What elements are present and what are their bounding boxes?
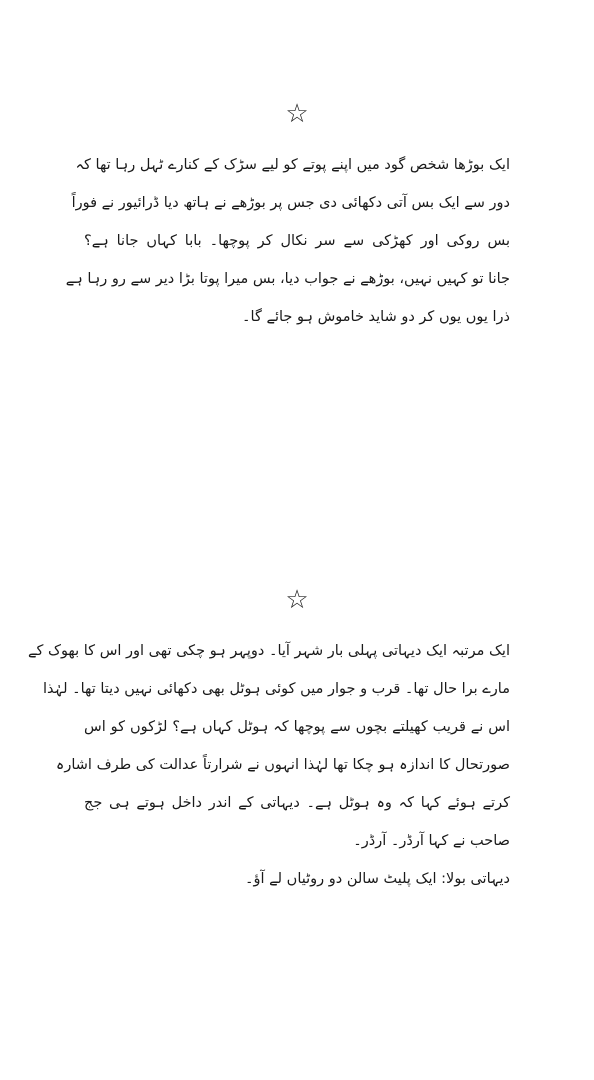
story-1-line: ذرا یوں یوں کر دو شاید خاموش ہو جائے گا۔ — [242, 309, 510, 325]
story-2-line: کرتے ہوئے کہا کہ وہ ہوٹل ہے۔ دیہاتی کے اندر داخل ہوتے ہی جج — [84, 795, 510, 811]
story-2-line: صاحب نے کہا آرڈر۔ آرڈر۔ — [353, 833, 510, 849]
star-outline-icon: ☆ — [285, 99, 309, 129]
story-2-line: مارے برا حال تھا۔ قرب و جوار میں کوئی ہوٹل بھی دکھائی نہیں دیتا تھا۔ لہٰذا — [42, 681, 510, 697]
story-1-line: بس روکی اور کھڑکی سے سر نکال کر پوچھا۔ بابا کہاں جانا ہے؟ — [84, 233, 510, 249]
story-1-line: ایک بوڑھا شخص گود میں اپنے پوتے کو لیے سڑک کے کنارے ٹہل رہا تھا کہ — [75, 157, 510, 173]
story-1-line: دور سے ایک بس آتی دکھائی دی جس پر بوڑھے نے ہاتھ دیا ڈرائیور نے فوراً — [71, 195, 510, 211]
story-2-line: ایک مرتبہ ایک دیہاتی پہلی بار شہر آیا۔ دوپہر ہو چکی تھی اور اس کا بھوک کے — [27, 643, 510, 659]
story-2 — [27, 632, 510, 898]
story-2-line: دیہاتی بولا: ایک پلیٹ سالن دو روٹیاں لے آؤ۔ — [245, 871, 510, 887]
story-1-line: جانا تو کہیں نہیں، بوڑھے نے جواب دیا، بس میرا پوتا بڑا دیر سے رو رہا ہے — [65, 271, 510, 287]
story-2-line: صورتحال کا اندازہ ہو چکا تھا لہٰذا انہوں نے شرارتاً عدالت کی طرف اشارہ — [55, 757, 510, 773]
story-2-line: اس نے قریب کھیلتے بچوں سے پوچھا کہ ہوٹل کہاں ہے؟ لڑکوں کو اس — [84, 719, 510, 735]
story-1 — [65, 146, 510, 336]
star-outline-icon: ☆ — [285, 585, 309, 615]
